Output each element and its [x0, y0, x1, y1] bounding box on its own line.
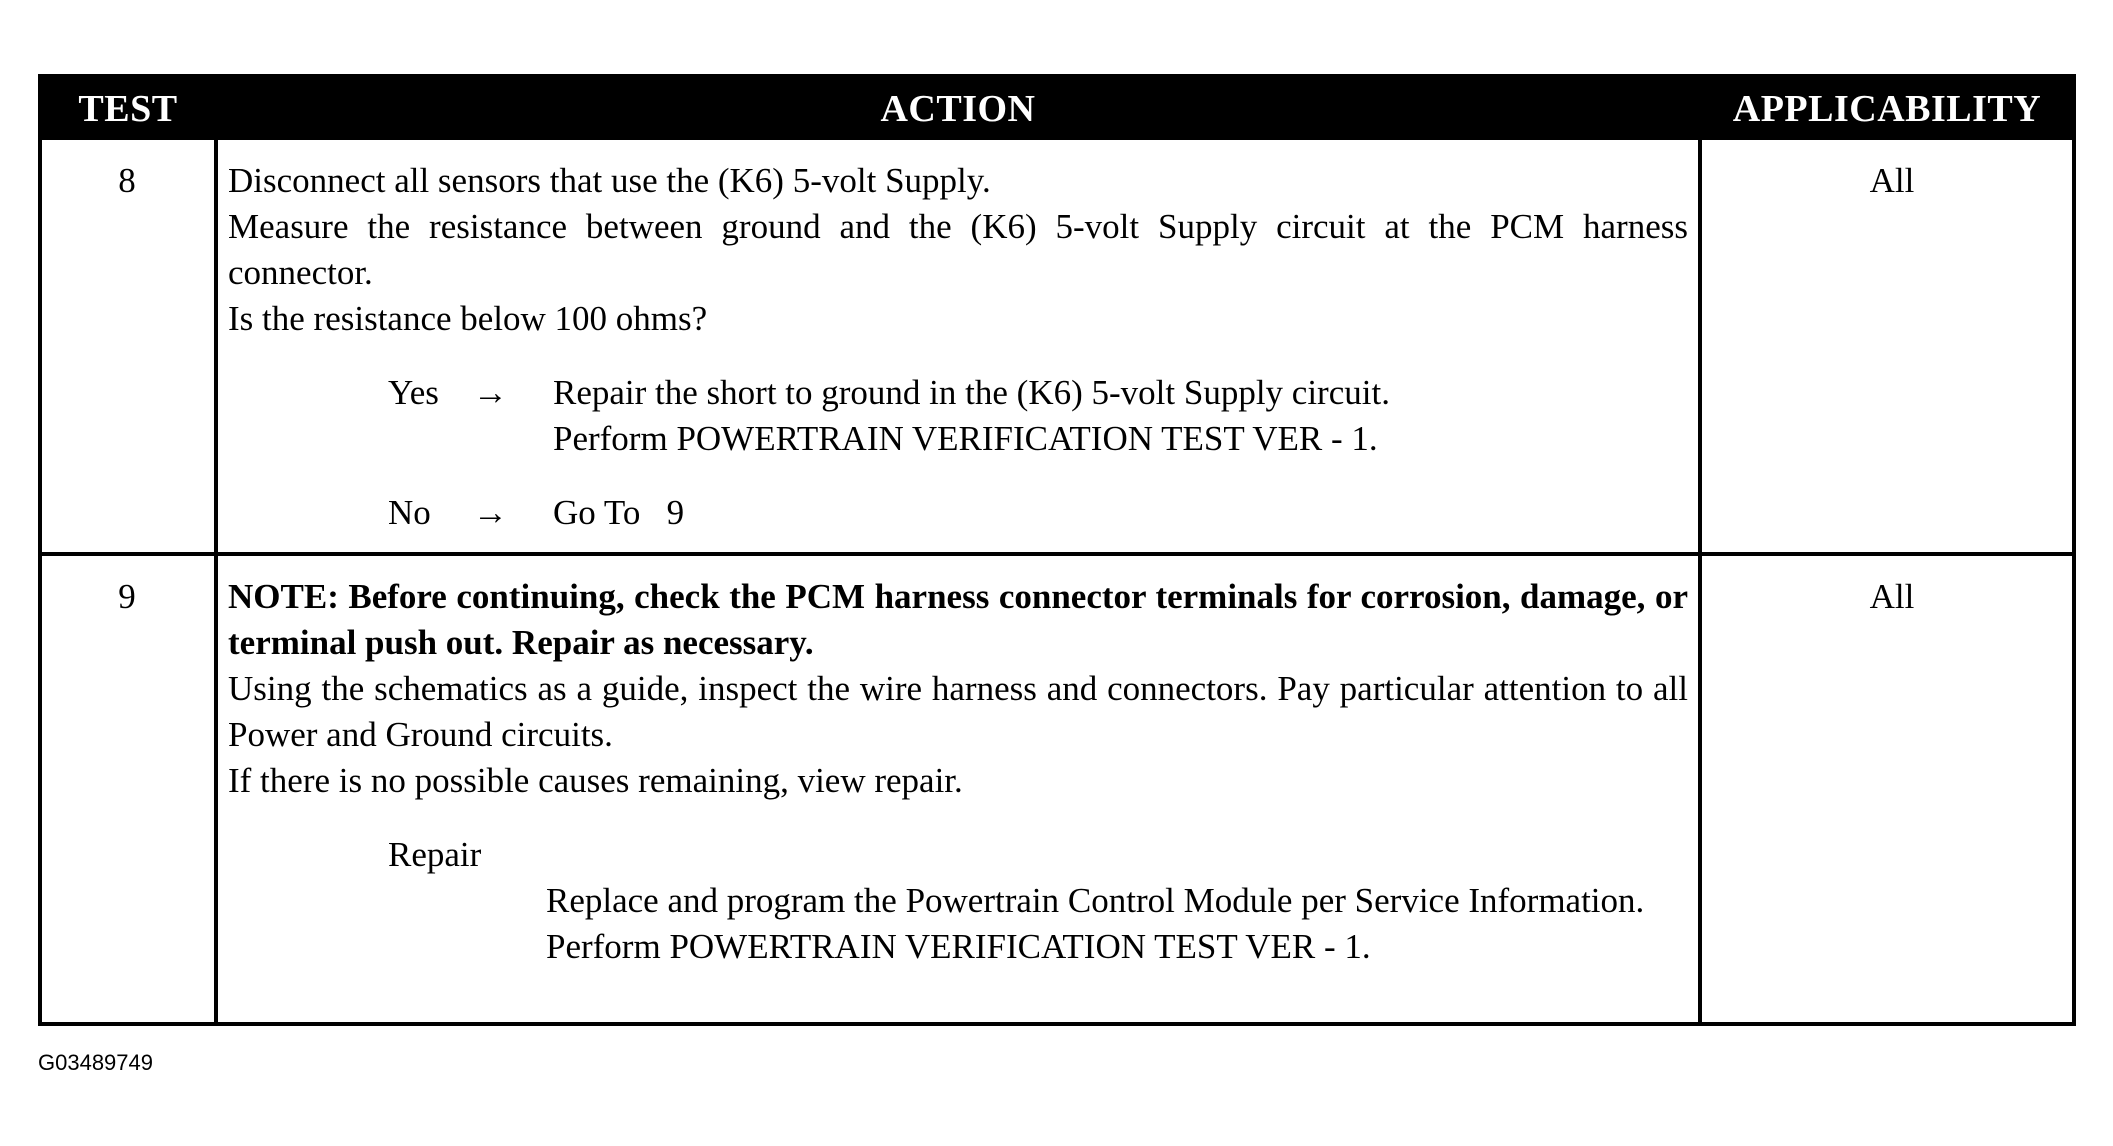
- figure-id: G03489749: [38, 1050, 153, 1075]
- repair-label: Repair: [388, 835, 482, 874]
- header-action: ACTION: [880, 88, 1036, 130]
- applicability-8: All: [1869, 161, 1915, 200]
- yes-result-text-2: Perform POWERTRAIN VERIFICATION TEST VER - 1.: [553, 419, 1378, 458]
- yes-result-text: Repair the short to ground in the (K6) 5-volt Supply circuit.: [553, 373, 1390, 412]
- action-line: If there is no possible causes remaining, view repair.: [228, 761, 963, 800]
- no-result-row: [228, 490, 1688, 536]
- header-test: TEST: [78, 88, 178, 130]
- procedure-table: [38, 74, 2076, 1026]
- applicability-9: All: [1869, 577, 1915, 616]
- header-applicability: APPLICABILITY: [1732, 88, 2042, 130]
- test-number-8: 8: [118, 161, 136, 200]
- test-number-9: 9: [118, 577, 136, 616]
- action-line: Is the resistance below 100 ohms?: [228, 299, 708, 338]
- repair-text-2: Perform POWERTRAIN VERIFICATION TEST VER - 1.: [546, 927, 1371, 966]
- repair-label-row: [228, 832, 1688, 878]
- arrow-right-icon: →: [473, 493, 508, 532]
- action-cell-9: [228, 574, 1688, 970]
- column-divider: [214, 140, 218, 1022]
- action-line: Using the schematics as a guide, inspect the wire harness and connectors. Pay particular attention to all Power and Ground circuits.: [228, 669, 1688, 754]
- action-line: Disconnect all sensors that use the (K6) 5-volt Supply.: [228, 161, 991, 200]
- note-text: NOTE: Before continuing, check the PCM harness connector terminals for corrosion, damage, or terminal push out. Repair as necessary.: [228, 577, 1688, 662]
- no-label: No: [388, 493, 431, 532]
- row-divider: [42, 552, 2072, 556]
- table-header-row: [42, 78, 2072, 140]
- arrow-right-icon: →: [473, 373, 508, 412]
- no-result-text: Go To 9: [553, 493, 685, 532]
- action-cell-8: [228, 158, 1688, 536]
- yes-result-row: [228, 370, 1688, 416]
- action-line: Measure the resistance between ground and the (K6) 5-volt Supply circuit at the PCM harness connector.: [228, 207, 1688, 292]
- repair-text: Replace and program the Powertrain Control Module per Service Information.: [546, 881, 1645, 920]
- yes-label: Yes: [388, 373, 439, 412]
- yes-result-row-2: [228, 416, 1688, 462]
